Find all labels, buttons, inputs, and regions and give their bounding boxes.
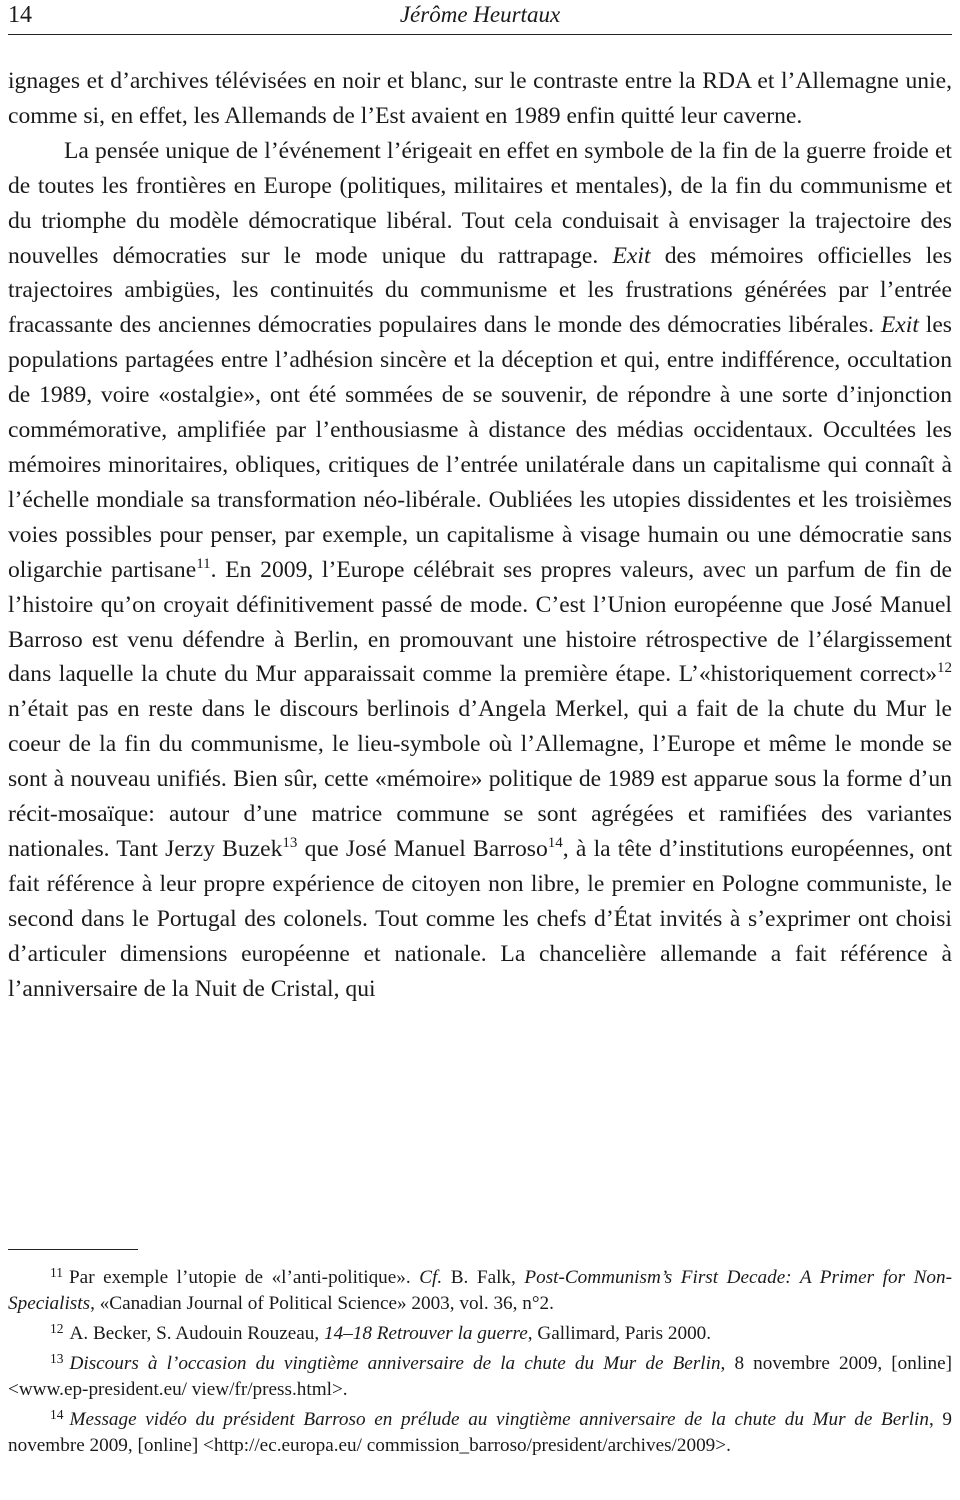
header-rule xyxy=(8,34,952,35)
footnote-14: 14 Message vidéo du président Barroso en prélude au vingtième anniversaire de la chute du Mur de Berlin, 9 novembre 2009, [online] <http://ec.europa.eu/ commission_barroso/president/archives/2009>. xyxy=(8,1407,953,1456)
page-number: 14 xyxy=(8,2,32,28)
footnote-title: Message vidéo du président Barroso en prélude au vingtième anniversaire de la chute du Mur de Berlin xyxy=(69,1409,929,1430)
exit-word: Exit xyxy=(880,312,919,339)
footnote-ref-13[interactable]: 13 xyxy=(282,834,298,851)
footnote-12: 12 A. Becker, S. Audouin Rouzeau, 14–18 Retrouver la guerre, Gallimard, Paris 2000. xyxy=(50,1321,712,1344)
footnote-title: Post-Communism’s First Decade: A Primer for Non-Specialists xyxy=(8,1267,953,1314)
footnote-ref-12[interactable]: 12 xyxy=(937,660,952,677)
paragraph-main: La pensée unique de l’événement l’érigeait en effet en symbole de la fin de la guerre froide et de toutes les frontières en Europe (politiques, militaires et mentales), de la fin du communisme et du triomphe du modèle démocratique libéral. Tout cela conduisait à envisager la trajectoire des nouvelles démocraties sur le mode unique du rattrapage. Exit des mémoires officielles les trajectoires ambigües, les continuités du communisme et les frustrations générées par l’entrée fracassante des anciennes démocraties populaires dans le monde des démocraties libérales. Exit les populations partagées entre l’adhésion sincère et la déception et qui, entre indifférence, occultation de 1989, voire «ostalgie», ont été sommées de se souvenir, de répondre à une sorte d’injonction commémorative, amplifiée par l’enthousiasme à distance des médias occidentaux. Occultées les mémoires minoritaires, obliques, critiques de l’entrée unilatérale dans un capitalisme qui connaît à l’échelle mondiale sa transformation néo-libérale. Oubliées les utopies dissidentes et les troisièmes voies possibles pour penser, par exemple, un capitalisme à visage humain ou une démocratie sans oligarchie partisane$^{11}$. En 2009, l’Europe célébrait ses propres valeurs, avec un parfum de fin de l’histoire qu’on croyait définitivement passé de mode. C’est l’Union européenne que José Manuel Barroso est venu défendre à Berlin, en promouvant une histoire rétrospective de l’élargissement dans laquelle la chute du Mur apparaissait comme la première étape. L’«historiquement correct»$^{12}$ n’était pas en reste dans le discours berlinois d’Angela Merkel, qui a fait de la chute du Mur le coeur de la fin du communisme, le lieu-symbole où l’Allemagne, l’Europe et même le monde se sont à nouveau unifiés. Bien sûr, cette «mémoire» politique de 1989 est apparue sous la forme d’un récit-mosaïque: autour d’une matrice commune se sont agrégées et ramifiées des variantes nationales. Tant Jerzy Buzek$^{13}$ que José Manuel Barroso$^{14}$, à la tête d’institutions européennes, ont fait référence à leur propre expérience de citoyen non libre, le premier en Pologne communiste, le second dans le Portugal des colonels. Tout comme les chefs d’État invités à s’exprimer ont choisi d’articuler dimensions européenne et nationale. La chancelière allemande a fait référence à l’anniversaire de la Nuit de Cristal, qui xyxy=(8,137,953,1002)
exit-word: Exit xyxy=(612,242,651,269)
footnotes xyxy=(8,1265,952,1463)
footnote-title: Discours à l’occasion du vingtième anniversaire de la chute du Mur de Berlin xyxy=(69,1353,721,1374)
footnote-11: 11 Par exemple l’utopie de «l’anti-politique». Cf. B. Falk, Post-Communism’s First Decade: A Primer for Non-Specialists, «Canadian Journal of Political Science» 2003, vol. 36, n°2. xyxy=(8,1265,953,1314)
running-head-author: Jérôme Heurtaux xyxy=(399,2,561,27)
page-header xyxy=(8,0,952,36)
footnote-title: 14–18 Retrouver la guerre xyxy=(324,1323,528,1344)
footnote-ref-11[interactable]: 11 xyxy=(196,555,211,572)
footnote-13: 13 Discours à l’occasion du vingtième anniversaire de la chute du Mur de Berlin, 8 novembre 2009, [online] <www.ep-president.eu/ view/fr/press.html>. xyxy=(8,1351,952,1400)
body-text xyxy=(8,64,952,1006)
footnote-ref-14[interactable]: 14 xyxy=(547,834,563,851)
footnote-separator xyxy=(8,1249,138,1250)
paragraph-continued: ignages et d’archives télévisées en noir et blanc, sur le contraste entre la RDA et l’Allemagne unie, comme si, en effet, les Allemands de l’Est avaient en 1989 enfin quitté leur caverne. xyxy=(8,68,952,129)
